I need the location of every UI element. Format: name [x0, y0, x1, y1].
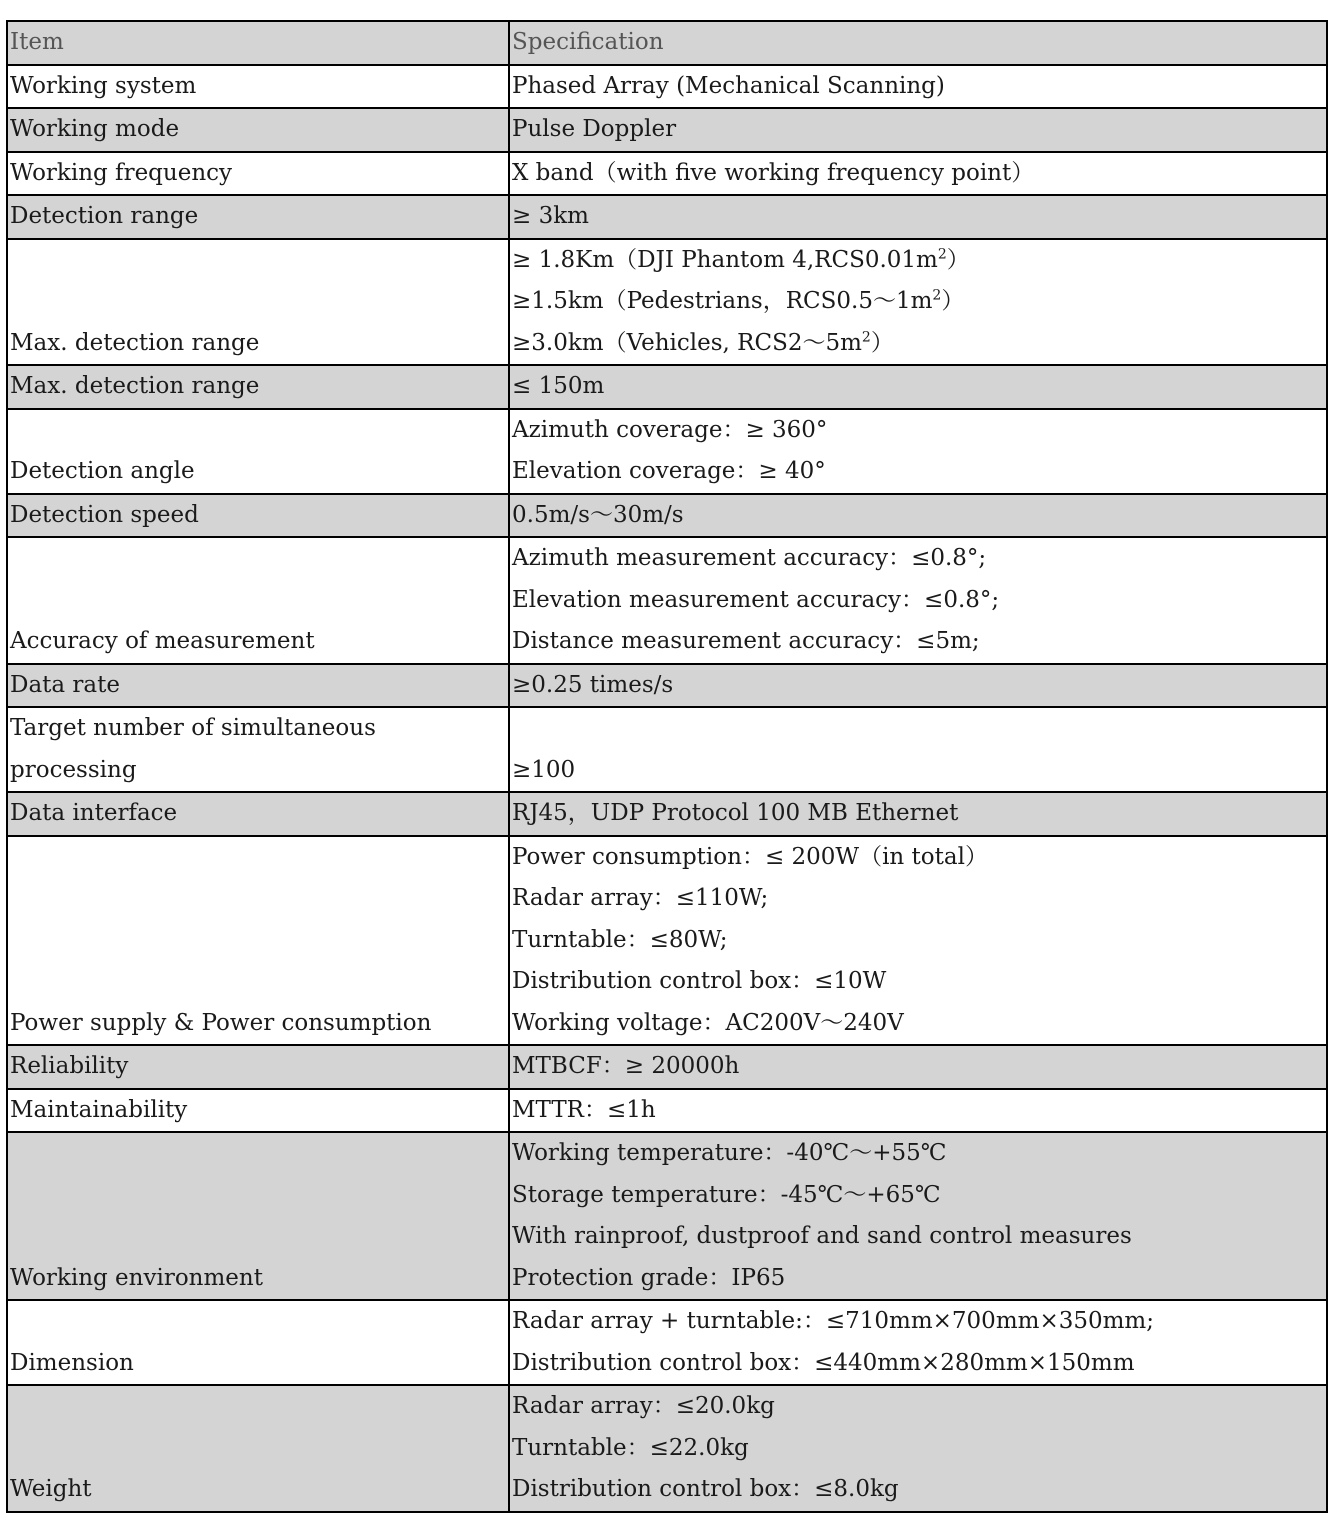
specification-cell [509, 1385, 1327, 1512]
table-row [7, 1132, 1327, 1300]
item-cell: Working system [7, 65, 509, 109]
item-cell: Accuracy of measurement [7, 537, 509, 664]
column-header-specification [509, 21, 1327, 65]
specification-line: MTBCF：≥ 20000h [512, 1053, 740, 1079]
specification-line: Phased Array (Mechanical Scanning) [512, 72, 945, 99]
specification-cell [509, 1089, 1327, 1133]
specification-cell [509, 1132, 1327, 1300]
item-cell: Data rate [7, 664, 509, 708]
specification-cell [509, 537, 1327, 664]
specification-line: Radar array：≤20.0kg [512, 1393, 775, 1419]
table-row [7, 108, 1327, 152]
specification-line: ≥100 [512, 756, 576, 783]
specification-line: Radar array + turntable:：≤710mm×700mm×350mm; [512, 1308, 1154, 1334]
table-row [7, 1300, 1327, 1385]
specification-line: MTTR：≤1h [512, 1096, 656, 1123]
specification-cell [509, 108, 1327, 152]
table-row [7, 494, 1327, 538]
specification-cell [509, 792, 1327, 836]
table-row [7, 537, 1327, 664]
specification-line: RJ45，UDP Protocol 100 MB Ethernet [512, 800, 959, 826]
specification-line: Elevation coverage：≥ 40° [512, 458, 826, 484]
table-header-row [7, 21, 1327, 65]
specification-line: Radar array：≤110W; [512, 885, 769, 911]
specification-line: Distance measurement accuracy：≤5m; [512, 628, 980, 654]
table-row [7, 195, 1327, 239]
table-row [7, 1045, 1327, 1089]
specification-cell [509, 707, 1327, 792]
specification-line: Storage temperature：-45℃～+65℃ [512, 1181, 941, 1208]
specification-line: Pulse Doppler [512, 116, 677, 142]
specification-line: Specification [512, 29, 664, 55]
specification-cell [509, 494, 1327, 538]
specification-line: ≥ 3km [512, 203, 589, 229]
item-cell: Target number of simultaneous processing [7, 707, 509, 792]
table-row [7, 664, 1327, 708]
specification-line: Protection grade：IP65 [512, 1264, 786, 1291]
specification-line: Elevation measurement accuracy：≤0.8°; [512, 586, 1000, 613]
spec-table [6, 20, 1328, 1513]
item-cell: Max. detection range [7, 239, 509, 366]
specification-line: ≥1.5km（Pedestrians，$RCS0.5\sim 1m^2$） [512, 287, 965, 314]
specification-line: Distribution control box：≤10W [512, 968, 887, 994]
specification-line: Turntable：≤22.0kg [512, 1434, 749, 1461]
specification-cell [509, 195, 1327, 239]
specification-cell [509, 239, 1327, 366]
item-cell: Detection speed [7, 494, 509, 538]
specification-line: Turntable：≤80W; [512, 926, 728, 953]
item-cell: Maintainability [7, 1089, 509, 1133]
specification-cell [509, 409, 1327, 494]
specification-cell [509, 1300, 1327, 1385]
item-cell: Working mode [7, 108, 509, 152]
specification-line: Azimuth coverage：≥ 360° [512, 416, 828, 443]
specification-line: ≤ 150m [512, 373, 605, 399]
table-row [7, 365, 1327, 409]
specification-line: ≥0.25 times/s [512, 671, 674, 698]
item-cell: Dimension [7, 1300, 509, 1385]
table-row [7, 707, 1327, 792]
specification-line: ≥3.0km（Vehicles, $RCS2\sim 5m^2$） [512, 328, 894, 356]
specification-cell [509, 664, 1327, 708]
specification-line: Working temperature：-40℃～+55℃ [512, 1140, 947, 1166]
column-header-item: Item [7, 21, 509, 65]
specification-line: X band（with five working frequency point） [512, 159, 1035, 186]
table-row [7, 792, 1327, 836]
specification-cell [509, 836, 1327, 1046]
specification-line: ≥ 1.8Km（DJI Phantom $4,RCS0.01m^2$） [512, 245, 970, 273]
table-row [7, 65, 1327, 109]
item-cell: Power supply & Power consumption [7, 836, 509, 1046]
table-row [7, 409, 1327, 494]
specification-line: Power consumption：≤ 200W（in total） [512, 843, 988, 870]
table-row [7, 152, 1327, 196]
item-cell: Reliability [7, 1045, 509, 1089]
specification-line: Distribution control box：≤8.0kg [512, 1476, 899, 1502]
item-cell: Detection angle [7, 409, 509, 494]
item-cell: Working environment [7, 1132, 509, 1300]
item-cell: Working frequency [7, 152, 509, 196]
specification-line: With rainproof, dustproof and sand control measures [512, 1223, 1132, 1249]
spec-table-body [7, 21, 1327, 1512]
item-cell: Data interface [7, 792, 509, 836]
table-row [7, 1385, 1327, 1512]
specification-line: Distribution control box：≤440mm×280mm×150mm [512, 1349, 1135, 1376]
specification-line: Working voltage：AC200V～240V [512, 1009, 904, 1036]
item-cell: Weight [7, 1385, 509, 1512]
specification-cell [509, 365, 1327, 409]
specification-cell [509, 1045, 1327, 1089]
specification-cell [509, 152, 1327, 196]
specification-cell [509, 65, 1327, 109]
table-row [7, 836, 1327, 1046]
specification-line: Azimuth measurement accuracy：≤0.8°; [512, 545, 987, 571]
table-row [7, 1089, 1327, 1133]
item-cell: Max. detection range [7, 365, 509, 409]
specification-line: 0.5m/s～30m/s [512, 501, 684, 528]
item-cell: Detection range [7, 195, 509, 239]
table-row [7, 239, 1327, 366]
